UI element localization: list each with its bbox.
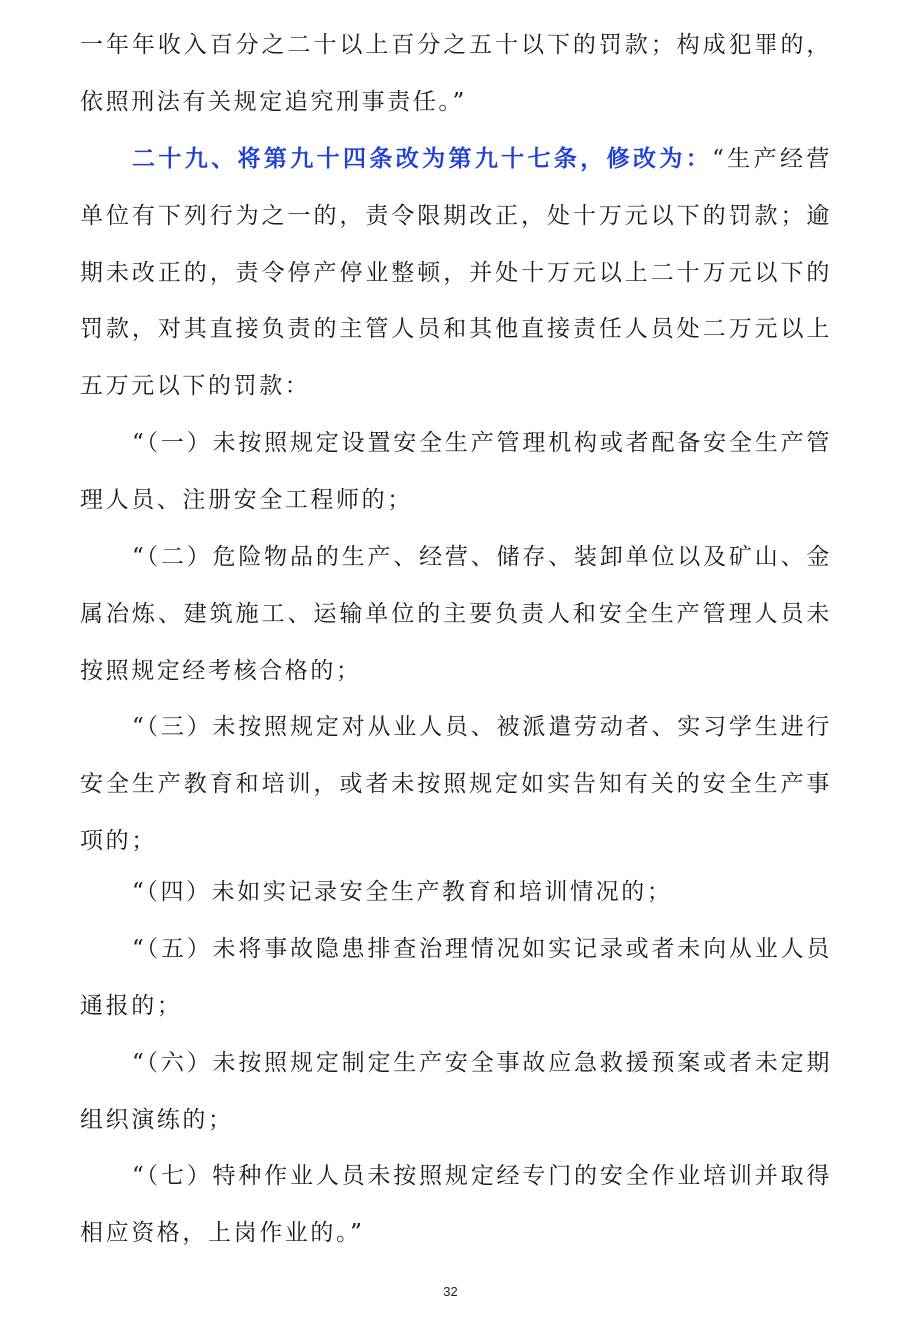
paragraph-text: 一年年收入百分之二十以上百分之五十以下的罚款；构成犯罪的，依照刑法有关规定追究刑事责任。” — [80, 32, 832, 115]
paragraph-item-7 — [80, 1148, 832, 1262]
paragraph-text: “（三）未按照规定对从业人员、被派遣劳动者、实习学生进行安全生产教育和培训，或者未按照规定如实告知有关的安全生产事项的； — [80, 714, 832, 854]
paragraph-text: “（七）特种作业人员未按照规定经专门的安全作业培训并取得相应资格，上岗作业的。” — [80, 1163, 832, 1246]
paragraph-item-6 — [80, 1035, 832, 1149]
paragraph-item-3 — [80, 699, 832, 869]
paragraph-item-4 — [80, 864, 832, 921]
page-number: 32 — [443, 1284, 458, 1299]
paragraph-continuation — [80, 17, 832, 131]
paragraph-amendment-29 — [80, 131, 832, 415]
paragraph-text: “（六）未按照规定制定生产安全事故应急救援预案或者未定期组织演练的； — [80, 1050, 832, 1133]
paragraph-text: “（二）危险物品的生产、经营、储存、装卸单位以及矿山、金属冶炼、建筑施工、运输单位的主要负责人和安全生产管理人员未按照规定经考核合格的； — [80, 544, 832, 684]
paragraph-item-5 — [80, 921, 832, 1035]
amendment-heading: 二十九、将第九十四条改为第九十七条，修改为： — [132, 145, 713, 172]
paragraph-item-2 — [80, 529, 832, 699]
paragraph-text: “生产经营单位有下列行为之一的，责令限期改正，处十万元以下的罚款；逾期未改正的，责令停产停业整顿，并处十万元以上二十万元以下的罚款，对其直接负责的主管人员和其他直接责任人员处二万元以上五万元以下的罚款： — [80, 146, 832, 400]
paragraph-text: “（四）未如实记录安全生产教育和培训情况的； — [132, 879, 673, 905]
paragraph-text: “（一）未按照规定设置安全生产管理机构或者配备安全生产管理人员、注册安全工程师的； — [80, 430, 832, 513]
paragraph-item-1 — [80, 415, 832, 529]
paragraph-text: “（五）未将事故隐患排查治理情况如实记录或者未向从业人员通报的； — [80, 936, 832, 1019]
